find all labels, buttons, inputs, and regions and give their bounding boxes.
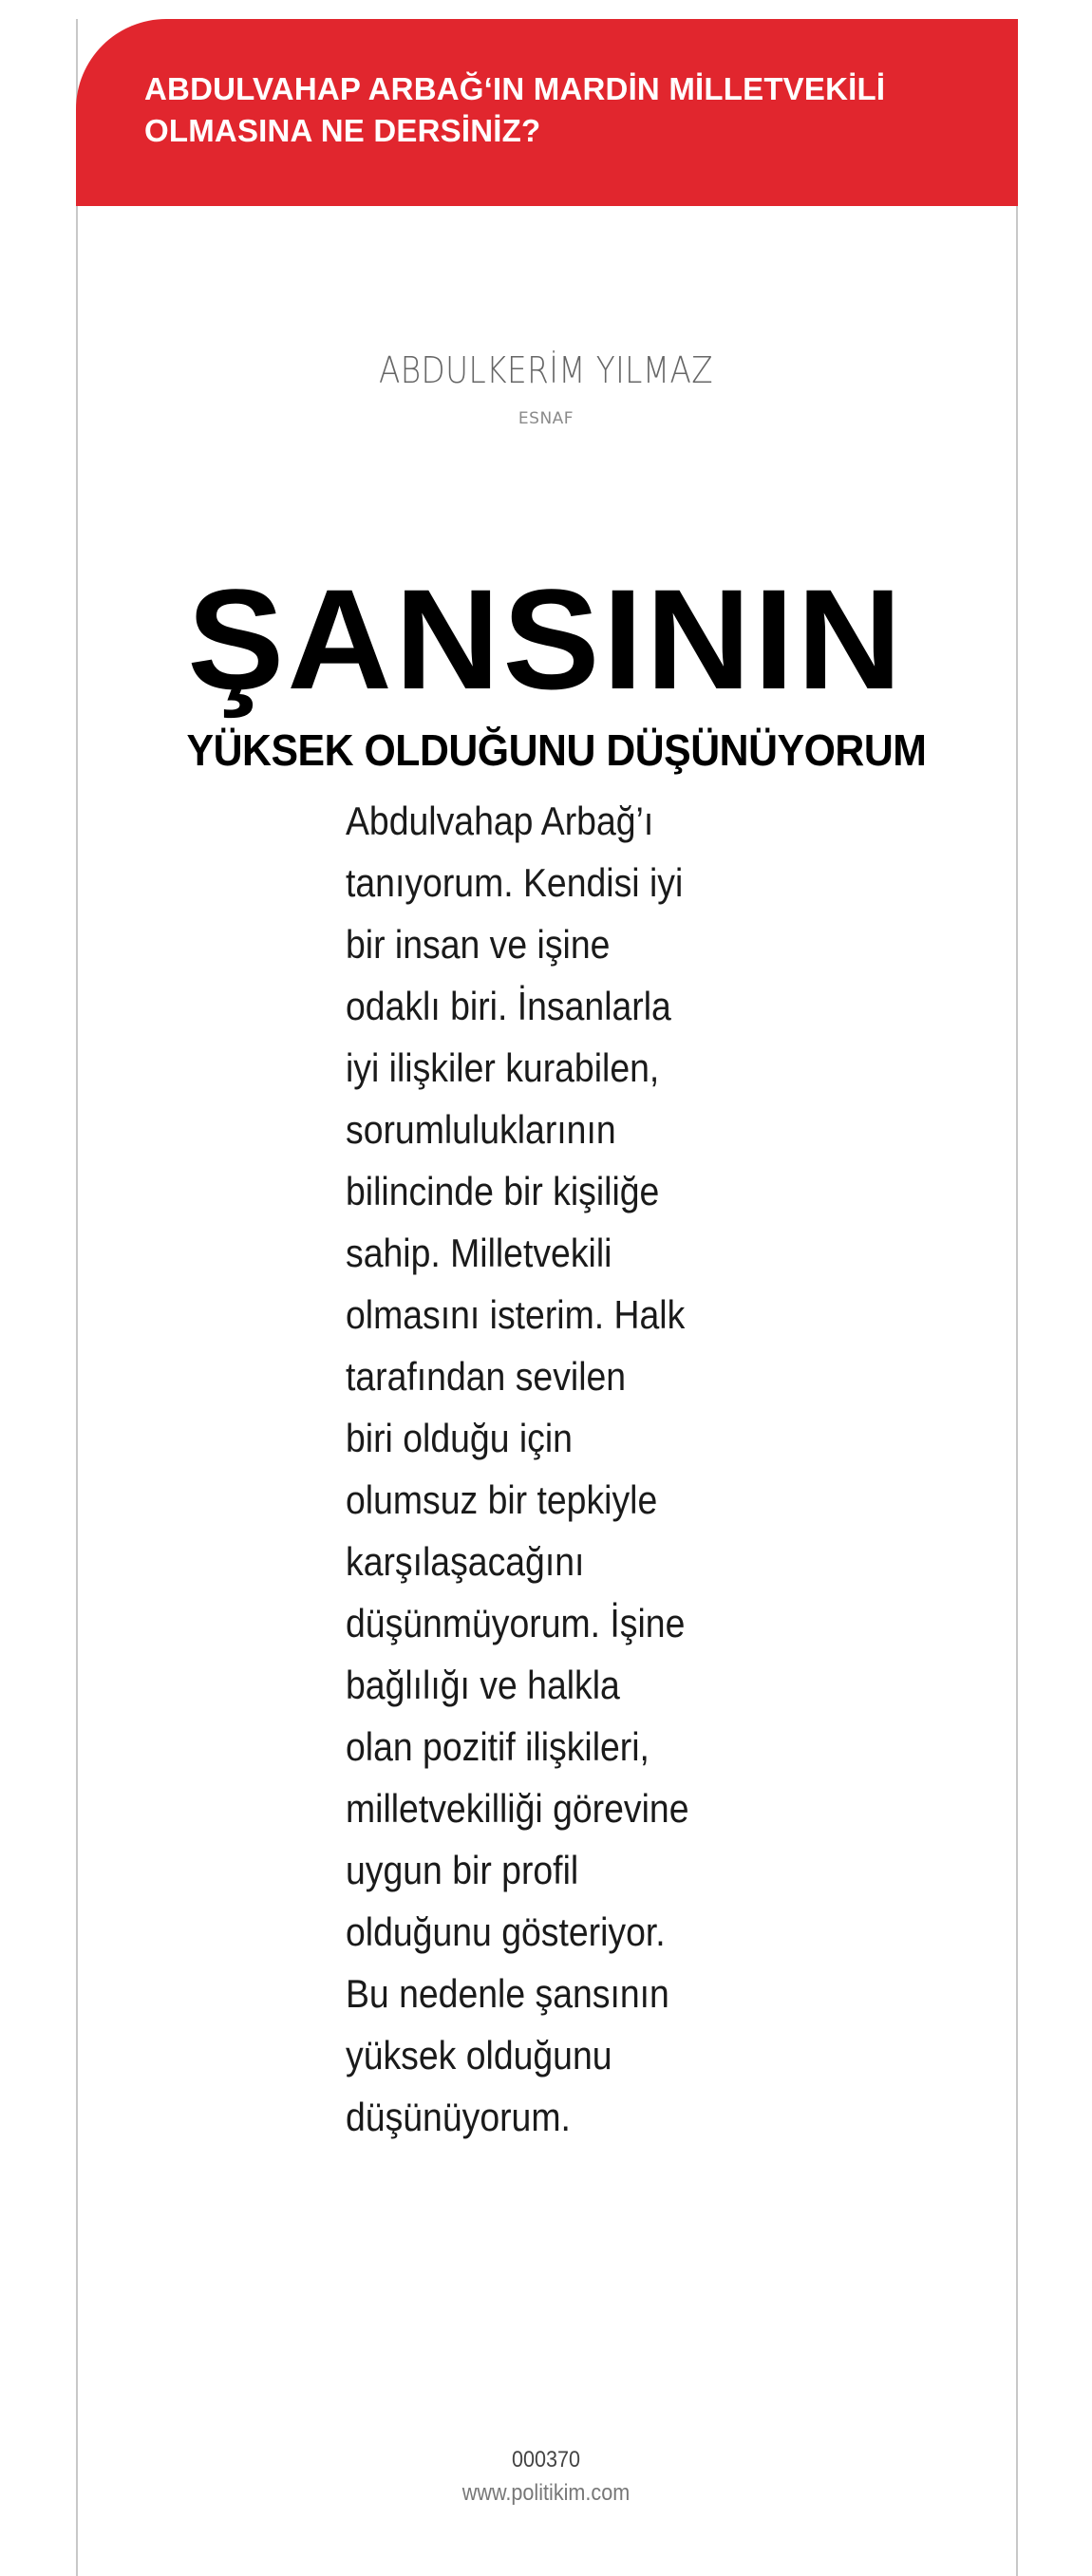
headline-sub: YÜKSEK OLDUĞUNU DÜŞÜNÜYORUM (186, 725, 927, 775)
quote-body: Abdulvahap Arbağ’ı tanıyorum. Kendisi iyi bir insan ve işine odaklı biri. İnsanlarla iyi ilişkiler kurabilen, sorumluluklarının bilincinde bir kişiliğe sahip. Milletvekili olmasını isterim. Halk tarafından sevilen biri olduğu için olumsuz bir tepkiyle karşılaşacağını düşünmüyorum. İşine bağlılığı ve halkla olan pozitif ilişkileri, milletvekilliği görevine uygun bir profil olduğunu gösteriyor. Bu nedenle şansının yüksek olduğunu düşünüyorum. (346, 799, 689, 2139)
footer-code: 000370 (511, 2447, 581, 2473)
question-banner (76, 19, 1018, 206)
question-title: ABDULVAHAP ARBAĞ‘IN MARDİN MİLLETVEKİLİ OLMASINA NE DERSİNİZ? (144, 71, 886, 148)
headline-main: ŞANSININ (187, 559, 905, 719)
person-role: ESNAF (518, 409, 574, 428)
footer-site: www.politikim.com (461, 2480, 631, 2506)
person-name: ABDULKERİM YILMAZ (378, 349, 714, 391)
